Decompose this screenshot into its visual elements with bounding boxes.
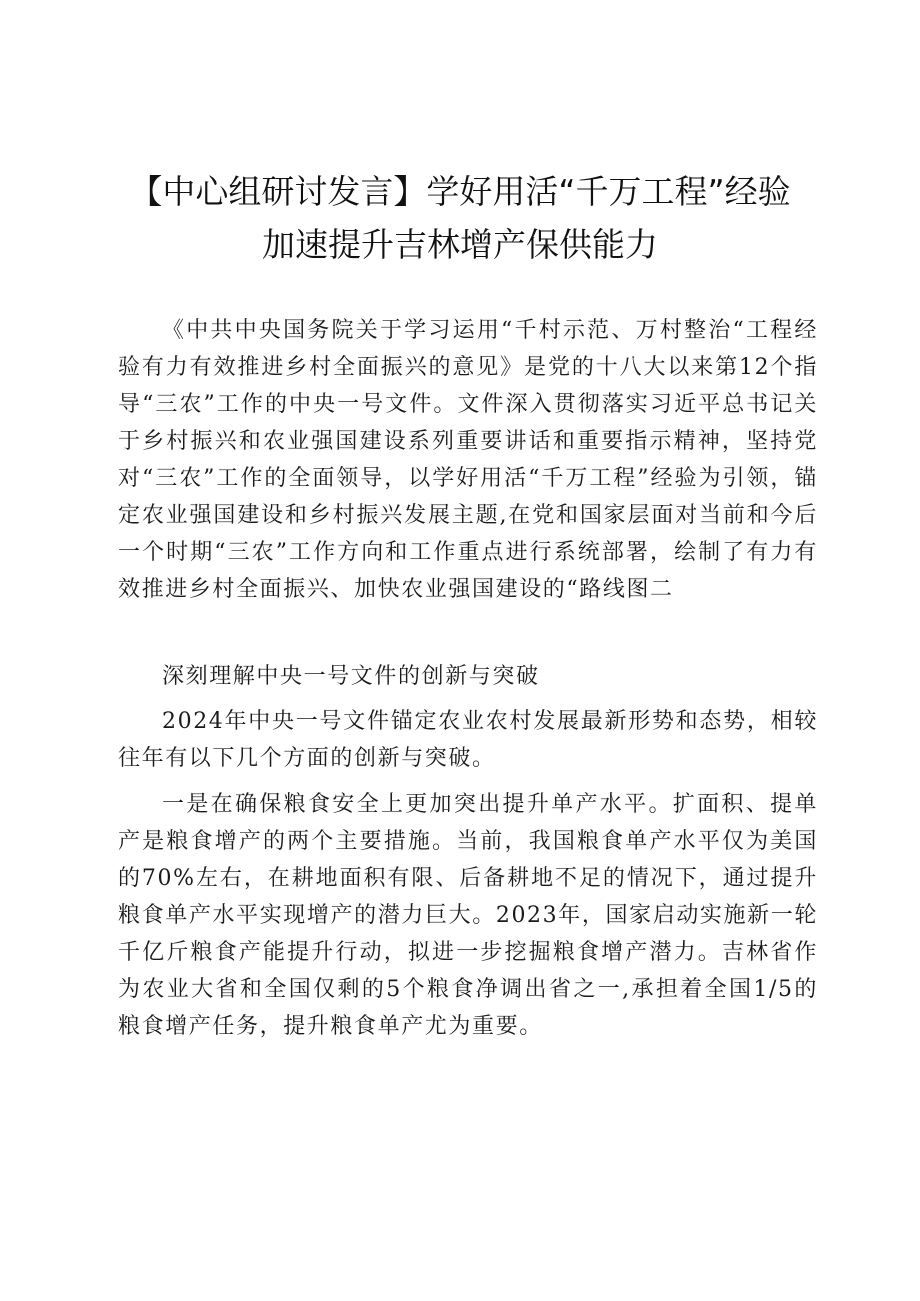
body-paragraph-grain-yield [118, 786, 818, 1045]
paragraph-text: 2024年中央一号文件锚定农业农村发展最新形势和态势，相较往年有以下几个方面的创新与突破。 [118, 709, 818, 771]
body-paragraph-intro [118, 312, 818, 608]
document-title-line-2: 加速提升吉林增产保供能力 [262, 225, 658, 264]
section-heading-text: 深刻理解中央一号文件的创新与突破 [162, 664, 540, 689]
document-title-line-1: 【中心组研讨发言】学好用活“千万工程”经验 [129, 172, 791, 211]
paragraph-text: 一是在确保粮食安全上更加突出提升单产水平。扩面积、提单产是粮食增产的两个主要措施。当前，我国粮食单产水平仅为美国的70%左右，在耕地面积有限、后备耕地不足的情况下，通过提升粮食单产水平实现增产的潜力巨大。2023年，国家启动实施新一轮千亿斤粮食产能提升行动，拟进一步挖掘粮食增产潜力。吉林省作为农业大省和全国仅剩的5个粮食净调出省之一,承担着全国1/5的粮食增产任务，提升粮食单产尤为重要。 [118, 792, 818, 1039]
body-paragraph-innovation [118, 703, 818, 777]
section-heading [118, 658, 818, 695]
paragraph-text: 《中共中央国务院关于学习运用“千村示范、万村整治“工程经验有力有效推进乡村全面振兴的意见》是党的十八大以来第12个指导“三农”工作的中央一号文件。文件深入贯彻落实习近平总书记关于乡村振兴和农业强国建设系列重要讲话和重要指示精神，坚持党对“三农”工作的全面领导，以学好用活“千万工程”经验为引领，锚定农业强国建设和乡村振兴发展主题,在党和国家层面对当前和今后一个时期“三农”工作方向和工作重点进行系统部署，绘制了有力有效推进乡村全面振兴、加快农业强国建设的“路线图二 [118, 318, 818, 602]
